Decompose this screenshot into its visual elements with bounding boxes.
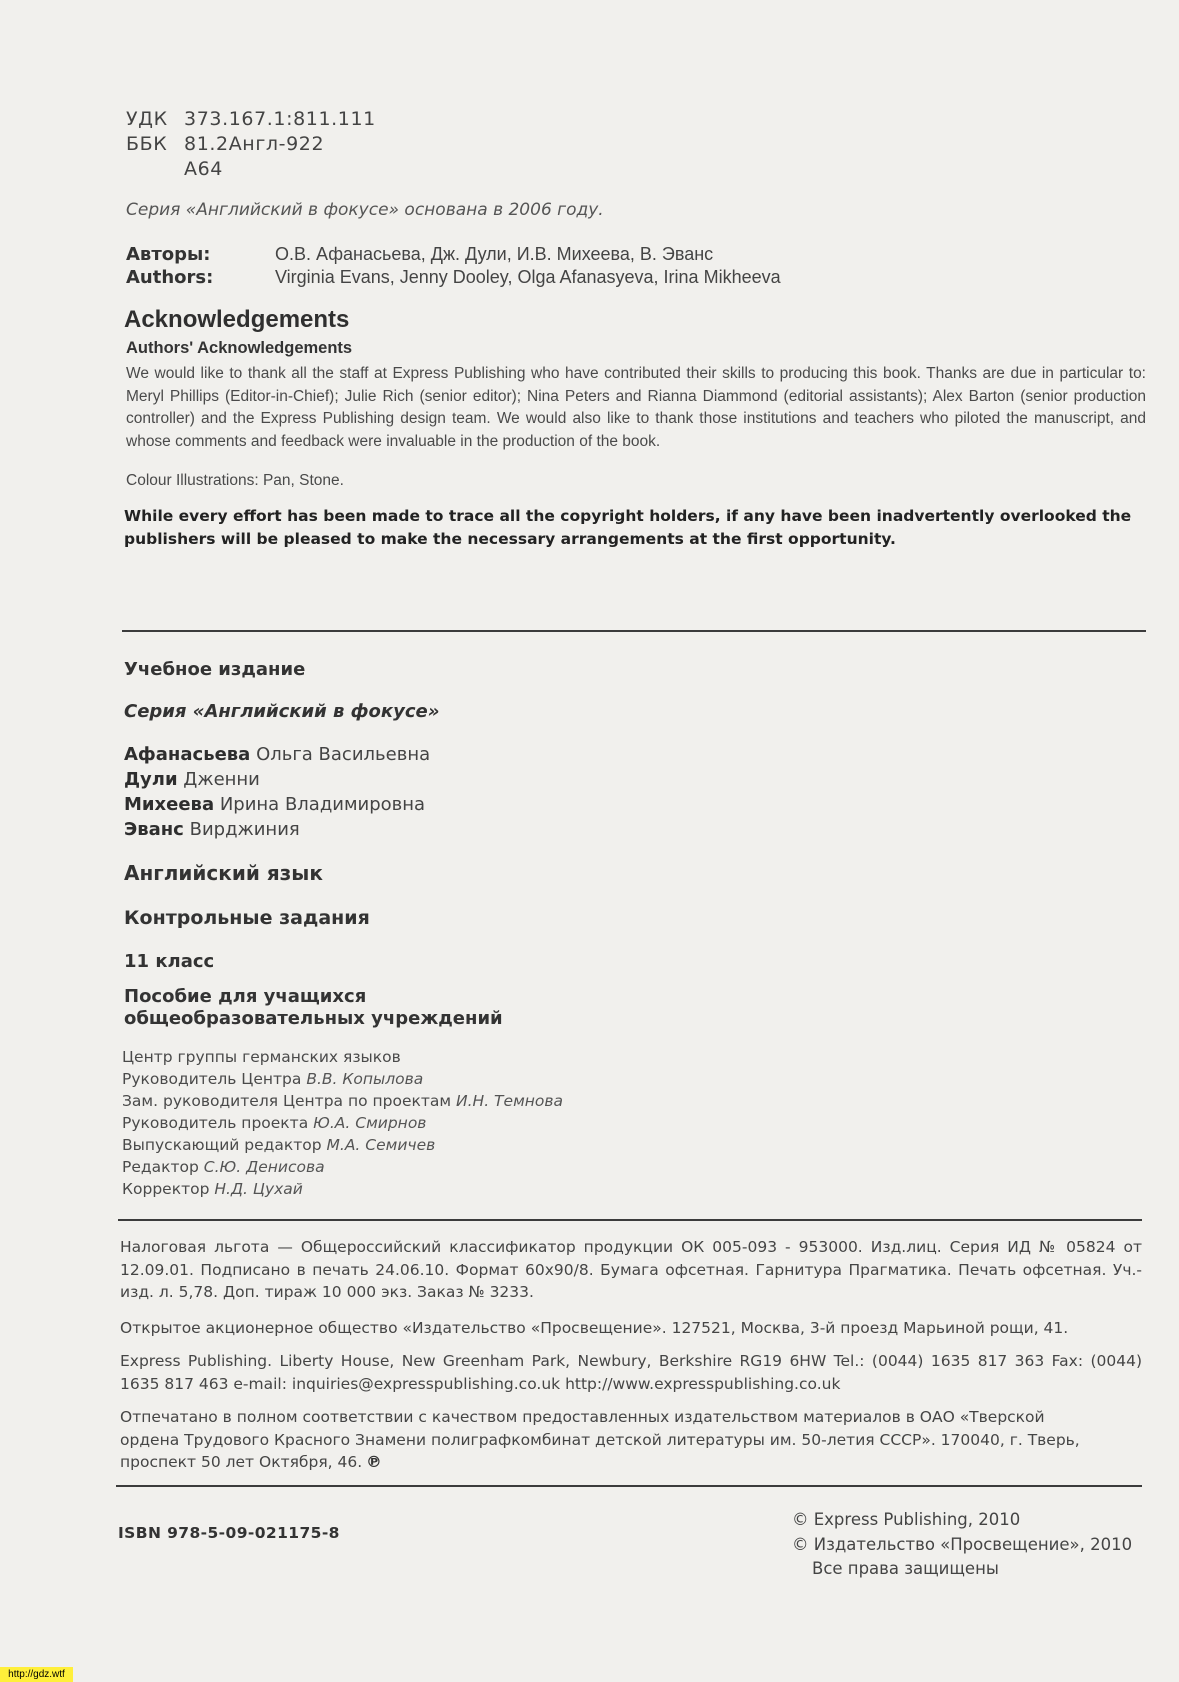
illustrations-credit: Colour Illustrations: Pan, Stone.: [126, 472, 344, 489]
copyright-notice: While every effort has been made to trace all the copyright holders, if any have been inadvertently overlooked the publishers will be pleased to make the necessary arrangements at the first opportunity.: [124, 507, 1132, 548]
author-sign-line: [126, 158, 223, 180]
edition-type: Учебное издание: [124, 659, 306, 680]
copyright-line-2: © Издательство «Просвещение», 2010: [792, 1535, 1133, 1554]
divider-bottom: [116, 1485, 1142, 1487]
author-line: Афанасьева Ольга Васильевна: [124, 744, 431, 765]
copyright-line-1: © Express Publishing, 2010: [792, 1510, 1021, 1529]
author-line: Михеева Ирина Владимировна: [124, 794, 426, 815]
series-note: Серия «Английский в фокусе» основана в 2006 году.: [126, 200, 604, 220]
divider-top: [122, 630, 1146, 632]
staff-line: Зам. руководителя Центра по проектам И.Н. Темнова: [122, 1092, 564, 1110]
edition-series: Серия «Английский в фокусе»: [124, 701, 440, 722]
printer-mark-icon: ℗: [366, 1453, 382, 1471]
acknowledgements-heading: Acknowledgements: [124, 306, 350, 333]
watermark-link[interactable]: http://gdz.wtf: [0, 1667, 73, 1682]
staff-line: Руководитель проекта Ю.А. Смирнов: [122, 1114, 427, 1132]
edition-audience-1: Пособие для учащихся: [124, 986, 367, 1007]
bbk-line: [126, 133, 324, 155]
edition-title: Контрольные задания: [124, 907, 370, 929]
imprint-express: Express Publishing. Liberty House, New Greenham Park, Newbury, Berkshire RG19 6HW Tel.: (0044) 1635 817 363 Fax: (0044) 1635 817 463 e-mail: inquiries@expresspublishing.co.uk http://www.expresspublishing.co.uk: [120, 1352, 1142, 1393]
authors-ru-label: Авторы:: [126, 244, 211, 265]
staff-line: Выпускающий редактор М.А. Семичев: [122, 1136, 436, 1154]
authors-en-label: Authors:: [126, 267, 214, 288]
authors-en-names: Virginia Evans, Jenny Dooley, Olga Afanasyeva, Irina Mikheeva: [275, 267, 781, 287]
edition-subject: Английский язык: [124, 861, 323, 885]
edition-grade: 11 класс: [124, 951, 215, 972]
acknowledgements-body: We would like to thank all the staff at Express Publishing who have contributed their skills to producing this book. Thanks are due in particular to: Meryl Phillips (Editor-in-Chief); Julie Rich (senior editor); Nina Peters and Rianna Diammond (editorial assistants); Alex Barton (senior production controller) and the Express Publishing design team. We would also like to thank those institutions and teachers who piloted the manuscript, and whose comments and feedback were invaluable in the production of the book.: [126, 365, 1146, 450]
divider-middle: [118, 1219, 1142, 1221]
bbk-value: 81.2Англ-922: [184, 133, 325, 155]
udk-label: УДК: [126, 108, 168, 130]
staff-line: Руководитель Центра В.В. Копылова: [122, 1070, 424, 1088]
udk-value: 373.167.1:811.111: [184, 108, 376, 130]
authors-ru-names: О.В. Афанасьева, Дж. Дули, И.В. Михеева, В. Эванс: [275, 244, 714, 264]
imprint-printed: Отпечатано в полном соответствии с качеством предоставленных издательством материалов в ОАО «Тверской ордена Трудового Красного Знамени полиграфкомбинат детской литературы им. 50-летия СССР». 170040, г. Тверь, проспект 50 лет Октября, 46. ℗: [120, 1406, 1080, 1474]
bbk-label: ББК: [126, 133, 168, 155]
author-line: Дули Дженни: [124, 769, 260, 790]
author-sign: А64: [184, 158, 223, 180]
copyright-line-3: Все права защищены: [812, 1559, 999, 1578]
staff-line: Редактор С.Ю. Денисова: [122, 1158, 325, 1176]
edition-audience-2: общеобразовательных учреждений: [124, 1008, 503, 1029]
author-line: Эванс Вирджиния: [124, 819, 300, 840]
isbn: ISBN 978-5-09-021175-8: [118, 1524, 340, 1542]
staff-line: Центр группы германских языков: [122, 1048, 401, 1066]
acknowledgements-subheading: Authors' Acknowledgements: [126, 339, 353, 357]
udk-line: [126, 108, 376, 130]
imprint-publisher: Открытое акционерное общество «Издательство «Просвещение». 127521, Москва, 3-й проезд Марьиной рощи, 41.: [120, 1319, 1069, 1337]
imprint-tax: Налоговая льгота — Общероссийский классификатор продукции ОК 005-093 - 953000. Изд.лиц. Серия ИД № 05824 от 12.09.01. Подписано в печать 24.06.10. Формат 60х90/8. Бумага офсетная. Гарнитура Прагматика. Печать офсетная. Уч.-изд. л. 5,78. Доп. тираж 10 000 экз. Заказ № 3233.: [120, 1238, 1142, 1301]
staff-line: Корректор Н.Д. Цухай: [122, 1180, 303, 1198]
